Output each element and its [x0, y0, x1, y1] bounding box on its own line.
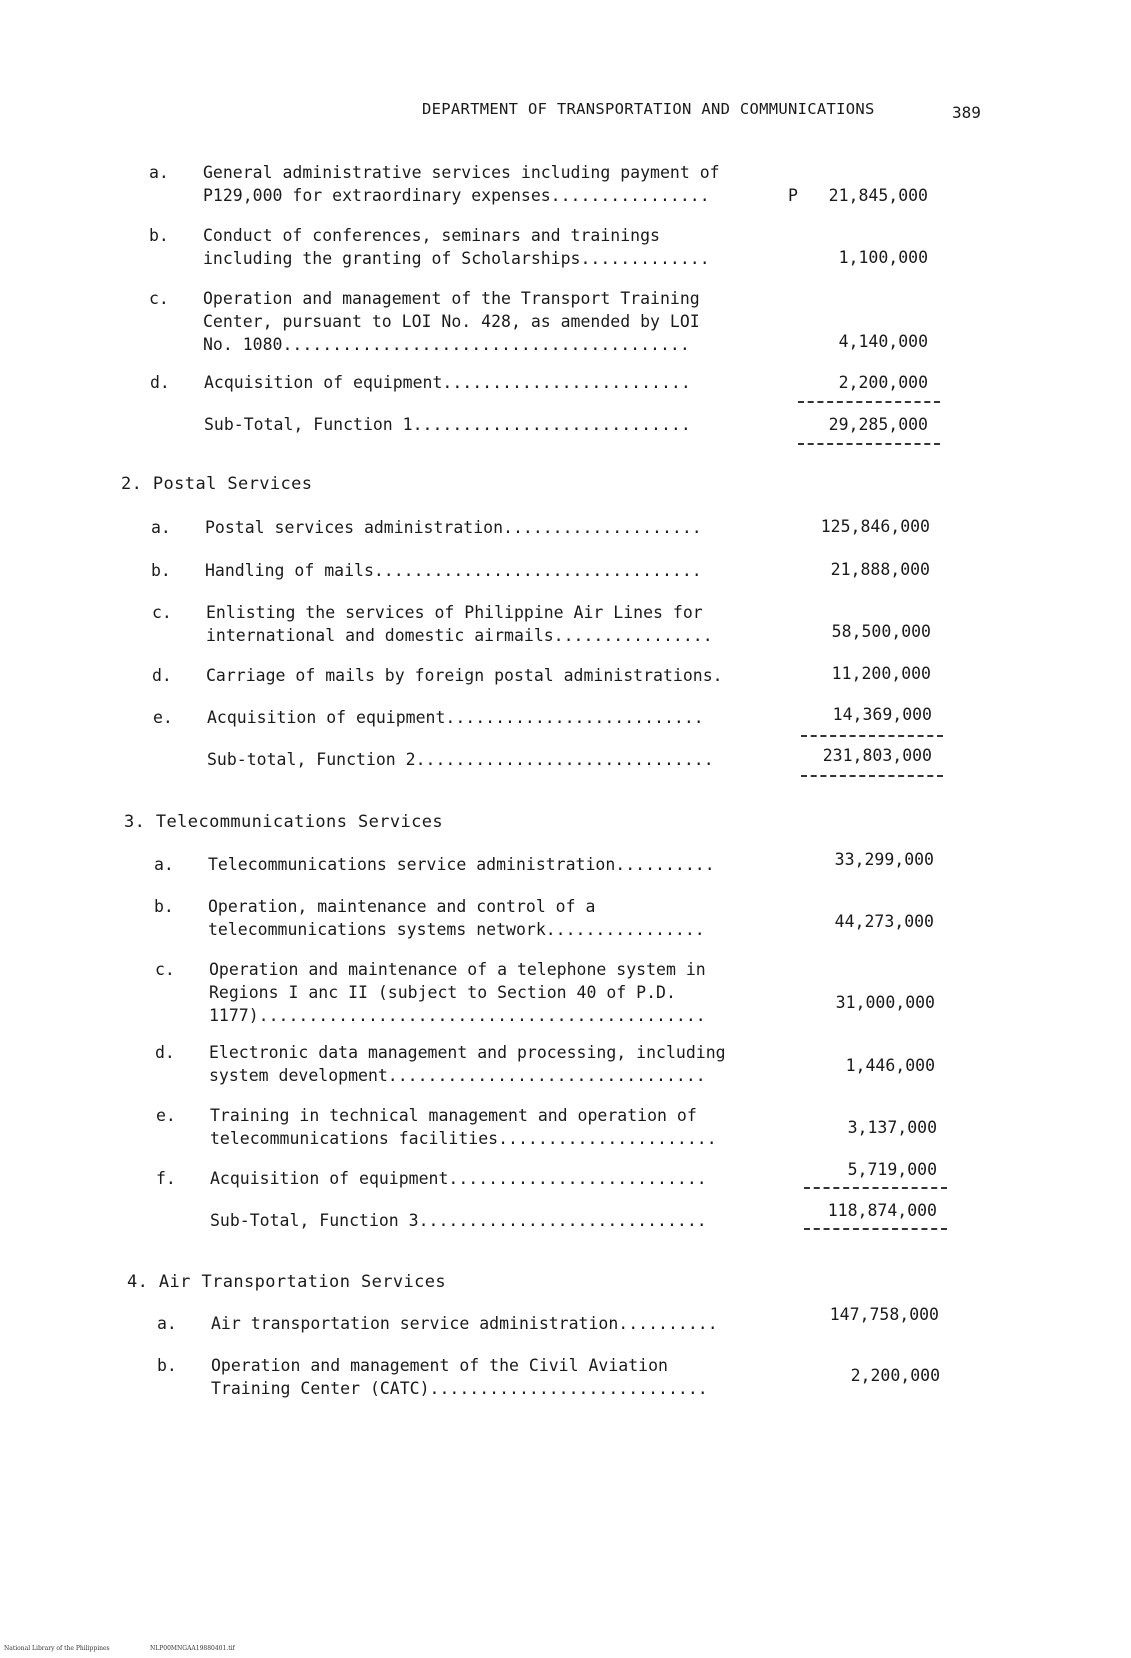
item-letter: a.	[157, 1314, 177, 1333]
line-item	[210, 1209, 750, 1232]
item-amount: 21,845,000	[828, 186, 928, 205]
item-description	[208, 895, 748, 941]
item-description-line: international and domestic airmails................	[206, 626, 713, 645]
item-description-line: No. 1080.........................................	[203, 335, 690, 354]
line-item	[204, 413, 744, 436]
footer-library: National Library of the Philippines	[4, 1645, 110, 1652]
line-item	[157, 1312, 751, 1335]
item-amount: 4,140,000	[838, 332, 928, 351]
rule-above-subtotal-3	[804, 1187, 947, 1189]
item-description-line: Air transportation service administration..........	[211, 1314, 718, 1333]
item-description	[210, 1104, 750, 1150]
item-description	[209, 958, 749, 1027]
item-amount: 44,273,000	[834, 912, 934, 931]
item-description-line: General administrative services including payment of	[203, 163, 720, 182]
item-letter: a.	[151, 518, 171, 537]
item-description-line: Telecommunications service administration..........	[208, 855, 715, 874]
item-letter: c.	[149, 289, 169, 308]
item-description	[207, 706, 747, 729]
item-description-line: Sub-Total, Function 1............................	[204, 415, 691, 434]
item-description-line: Sub-total, Function 2..............................	[207, 750, 714, 769]
item-description	[206, 664, 746, 687]
rule-below-subtotal-3	[804, 1228, 947, 1230]
item-description-line: telecommunications systems network................	[208, 920, 705, 939]
item-description-line: Operation and maintenance of a telephone system in	[209, 960, 706, 979]
line-item	[154, 853, 748, 876]
line-item	[150, 371, 744, 394]
item-description-line: system development................................	[209, 1066, 706, 1085]
item-description	[203, 161, 743, 207]
section-heading-air-transportation-services: 4. Air Transportation Services	[127, 1272, 447, 1292]
line-item	[149, 224, 743, 270]
item-letter: b.	[149, 226, 169, 245]
rule-below-subtotal-1	[798, 443, 940, 445]
item-letter: c.	[152, 603, 172, 622]
item-letter: b.	[151, 561, 171, 580]
item-description	[210, 1167, 750, 1190]
item-description-line: Electronic data management and processing, including	[209, 1043, 726, 1062]
item-description-line: Handling of mails.................................	[205, 561, 702, 580]
item-letter: e.	[153, 708, 173, 727]
line-item	[156, 1104, 750, 1150]
item-description-line: Operation and management of the Transport Training	[203, 289, 700, 308]
item-letter: d.	[155, 1043, 175, 1062]
line-item	[149, 287, 743, 356]
item-amount: 118,874,000	[827, 1201, 937, 1220]
line-item	[153, 706, 747, 729]
currency-mark: P	[788, 186, 798, 205]
item-description	[208, 853, 748, 876]
item-letter: a.	[154, 855, 174, 874]
item-description-line: Center, pursuant to LOI No. 428, as amended by LOI	[203, 312, 700, 331]
item-description-line: Conduct of conferences, seminars and trainings	[203, 226, 660, 245]
line-item	[149, 161, 743, 207]
item-amount: 2,200,000	[838, 373, 928, 392]
item-description-line: telecommunications facilities......................	[210, 1129, 717, 1148]
section-heading-postal-services: 2. Postal Services	[121, 474, 313, 494]
line-item	[155, 1041, 749, 1087]
item-description-line: 1177).............................................	[209, 1006, 706, 1025]
rule-below-subtotal-2	[801, 775, 943, 777]
item-letter: e.	[156, 1106, 176, 1125]
item-description-line: Training Center (CATC)............................	[211, 1379, 708, 1398]
item-amount: 2,200,000	[850, 1366, 940, 1385]
item-letter: d.	[150, 373, 170, 392]
item-letter: c.	[155, 960, 175, 979]
item-description	[204, 413, 744, 436]
footer-filename: NLP00MNGAA19880401.tif	[150, 1645, 235, 1652]
item-letter: b.	[154, 897, 174, 916]
line-item	[157, 1354, 751, 1400]
item-description	[207, 748, 747, 771]
item-amount: 31,000,000	[835, 993, 935, 1012]
item-description	[204, 371, 744, 394]
page-title: DEPARTMENT OF TRANSPORTATION AND COMMUNICATIONS	[422, 100, 875, 118]
item-amount: 33,299,000	[834, 850, 934, 869]
item-description-line: Regions I anc II (subject to Section 40 of P.D.	[209, 983, 676, 1002]
item-amount: 231,803,000	[822, 746, 932, 765]
item-description	[211, 1312, 751, 1335]
item-amount: 3,137,000	[847, 1118, 937, 1137]
section-heading-telecommunications-services: 3. Telecommunications Services	[124, 812, 444, 832]
item-description	[205, 516, 745, 539]
item-description-line: Operation, maintenance and control of a	[208, 897, 596, 916]
item-amount: 21,888,000	[830, 560, 930, 579]
item-amount: 11,200,000	[831, 664, 931, 683]
line-item	[207, 748, 747, 771]
line-item	[151, 559, 745, 582]
item-description	[206, 601, 746, 647]
item-description-line: Enlisting the services of Philippine Air Lines for	[206, 603, 703, 622]
item-description-line: Operation and management of the Civil Aviation	[211, 1356, 668, 1375]
item-amount: 5,719,000	[847, 1160, 937, 1179]
item-description-line: Sub-Total, Function 3.............................	[210, 1211, 707, 1230]
line-item	[151, 516, 745, 539]
item-description	[211, 1354, 751, 1400]
item-description-line: Training in technical management and operation of	[210, 1106, 697, 1125]
item-letter: f.	[156, 1169, 176, 1188]
item-amount: 29,285,000	[828, 415, 928, 434]
item-description-line: Postal services administration....................	[205, 518, 702, 537]
item-description-line: P129,000 for extraordinary expenses................	[203, 186, 710, 205]
line-item	[155, 958, 749, 1027]
item-description	[209, 1041, 749, 1087]
line-item	[156, 1167, 750, 1190]
item-description-line: Acquisition of equipment..........................	[207, 708, 704, 727]
line-item	[154, 895, 748, 941]
rule-above-subtotal-2	[801, 735, 943, 737]
rule-above-subtotal-1	[798, 401, 940, 403]
item-amount: 1,100,000	[838, 248, 928, 267]
item-letter: d.	[152, 666, 172, 685]
item-description-line: Acquisition of equipment.........................	[204, 373, 691, 392]
line-item	[152, 601, 746, 647]
line-item	[152, 664, 746, 687]
item-description	[210, 1209, 750, 1232]
item-description	[203, 224, 743, 270]
item-description-line: including the granting of Scholarships.............	[203, 249, 710, 268]
item-letter: b.	[157, 1356, 177, 1375]
item-letter: a.	[149, 163, 169, 182]
item-amount: 14,369,000	[832, 705, 932, 724]
item-amount: 58,500,000	[831, 622, 931, 641]
item-description	[203, 287, 743, 356]
item-amount: 147,758,000	[829, 1305, 939, 1324]
item-amount: 125,846,000	[820, 517, 930, 536]
item-description-line: Acquisition of equipment..........................	[210, 1169, 707, 1188]
item-amount: 1,446,000	[845, 1056, 935, 1075]
item-description	[205, 559, 745, 582]
page-number: 389	[952, 103, 981, 122]
item-description-line: Carriage of mails by foreign postal administrations.	[206, 666, 723, 685]
